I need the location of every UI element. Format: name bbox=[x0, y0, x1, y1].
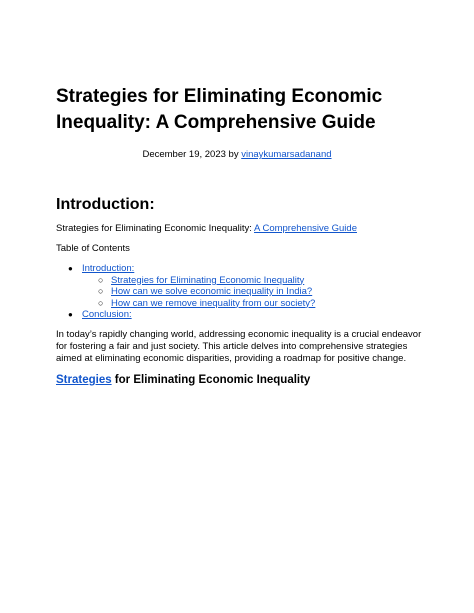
toc-link-society[interactable]: How can we remove inequality from our society? bbox=[111, 297, 316, 309]
introduction-heading: Introduction: bbox=[56, 196, 155, 213]
bullet-circle-icon: ○ bbox=[98, 297, 104, 308]
toc-subitem bbox=[56, 286, 315, 298]
author-link[interactable]: vinaykumarsadanand bbox=[241, 149, 332, 160]
toc-subitem bbox=[56, 275, 315, 287]
subtitle-line bbox=[56, 222, 357, 235]
intro-paragraph: In today’s rapidly changing world, addressing economic inequality is a crucial endeavor for fostering a fair and just society. This article delves into comprehensive strategies aimed at eliminating economic disparities, providing a roadmap for positive change. bbox=[56, 329, 422, 364]
bullet-circle-icon: ○ bbox=[98, 286, 104, 296]
toc-link-strategies[interactable]: Strategies for Eliminating Economic Inequality bbox=[111, 274, 305, 286]
bullet-dot-icon: ● bbox=[68, 310, 73, 319]
strategies-link[interactable]: Strategies bbox=[56, 374, 112, 386]
bullet-dot-icon: ● bbox=[68, 264, 73, 273]
section-heading-rest: for Eliminating Economic Inequality bbox=[111, 374, 311, 386]
section-heading bbox=[56, 373, 310, 388]
toc-link-india[interactable]: How can we solve economic inequality in India? bbox=[111, 286, 313, 297]
page-title: Strategies for Eliminating Economic Inequality: A Comprehensive Guide bbox=[56, 86, 383, 133]
post-date: December 19, 2023 by bbox=[142, 149, 242, 160]
toc-item-conclusion bbox=[56, 309, 315, 321]
bullet-circle-icon: ○ bbox=[98, 274, 104, 285]
toc-item-introduction bbox=[56, 263, 315, 275]
comprehensive-guide-link[interactable]: A Comprehensive Guide bbox=[254, 223, 357, 234]
toc-link-introduction[interactable]: Introduction: bbox=[82, 263, 135, 274]
byline bbox=[0, 148, 474, 161]
table-of-contents bbox=[56, 263, 315, 321]
toc-subitem bbox=[56, 298, 315, 310]
toc-label: Table of Contents bbox=[56, 243, 130, 254]
subtitle-text: Strategies for Eliminating Economic Inequality: bbox=[56, 223, 255, 234]
toc-link-conclusion[interactable]: Conclusion: bbox=[82, 309, 132, 320]
